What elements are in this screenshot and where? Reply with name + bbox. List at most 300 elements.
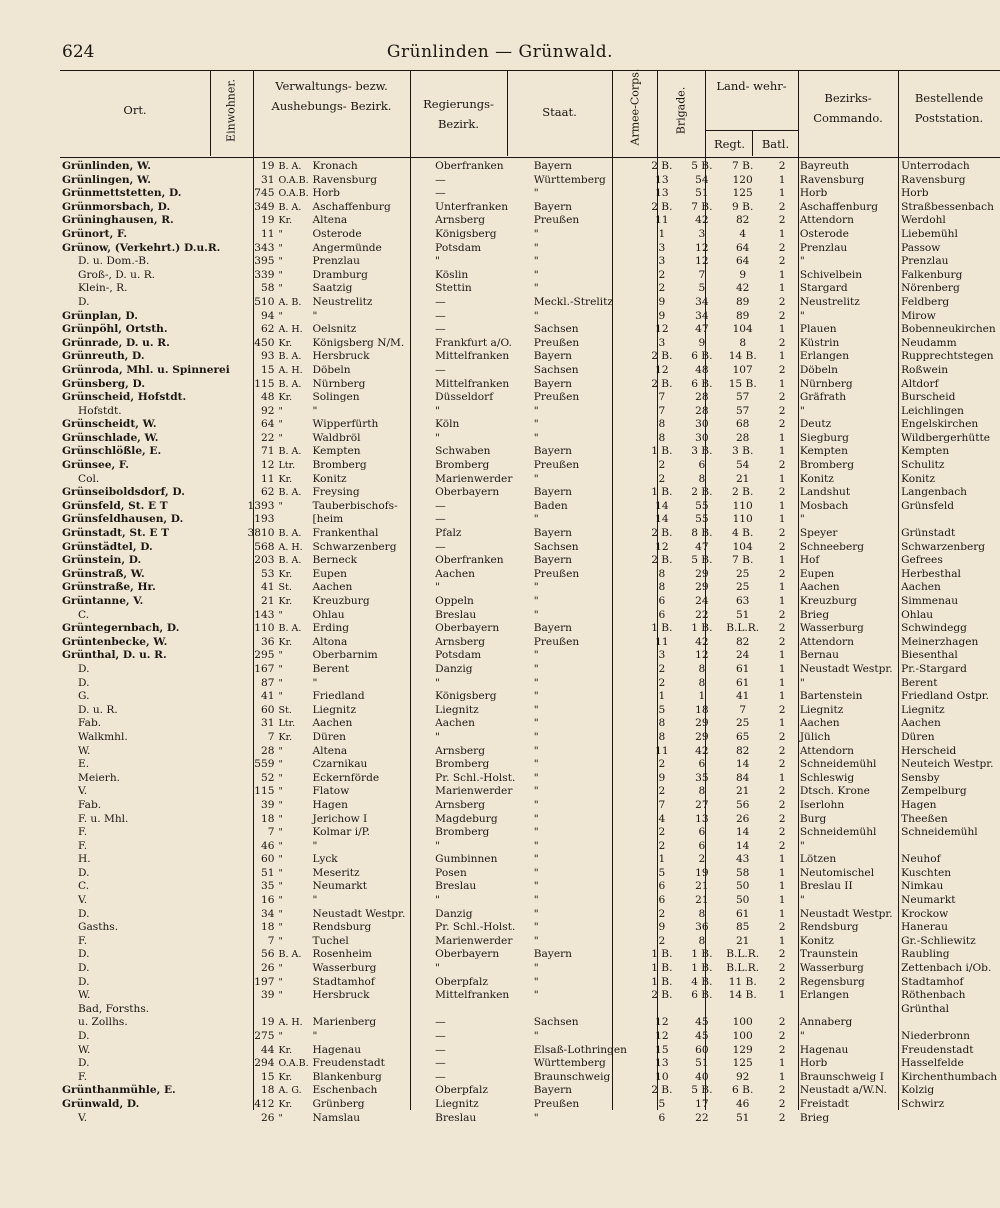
district-command: Horb [799, 1057, 828, 1070]
inhabitants: 39 [261, 798, 275, 811]
army-corps: 2 B. [651, 350, 673, 363]
brigade: 5 B. [691, 554, 713, 567]
district-type: O.A.B. [278, 174, 309, 186]
army-corps: 1 [658, 227, 666, 240]
brigade: 8 [698, 676, 706, 689]
landwehr-battalion: 1 [778, 907, 786, 920]
post-station: Nimkau [901, 880, 944, 893]
table-row [60, 649, 1000, 663]
landwehr-battalion: 1 [778, 934, 786, 947]
inhabitants [232, 1003, 277, 1017]
landwehr-regiment: 120 [732, 173, 753, 186]
district-type: Kr. [278, 596, 293, 607]
post-station: Horb [901, 187, 929, 200]
army-corps: 9 [658, 309, 666, 322]
district-type: " [278, 269, 283, 281]
army-corps: 5 [658, 866, 666, 879]
administrative-district [277, 908, 434, 922]
district-type: " [278, 1031, 283, 1042]
landwehr-battalion: 2 [778, 744, 786, 757]
inhabitants: 294 [254, 1057, 275, 1070]
state: " [533, 241, 539, 254]
administrative-district [277, 1071, 434, 1085]
district-command: Stargard [799, 282, 848, 295]
place-name-text: Grünsberg, D. [62, 377, 146, 390]
state: " [533, 690, 539, 703]
landwehr-regiment: 7 B. [732, 160, 754, 172]
landwehr-battalion: 1 [778, 595, 786, 607]
inhabitants: 39 [261, 989, 275, 1002]
landwehr-regiment: 2 B. [732, 486, 754, 499]
table-row [60, 595, 1000, 609]
place-name-text: F. [78, 1070, 88, 1083]
landwehr-battalion: 2 [778, 295, 786, 308]
place-name [60, 622, 232, 636]
table-row [60, 228, 1000, 242]
district-type: B. A. [278, 351, 302, 363]
district-command [798, 1003, 899, 1017]
government-district: Oberbayern [435, 622, 500, 635]
place-name [60, 595, 232, 609]
district-command: Wasserburg [799, 622, 864, 635]
landwehr-battalion: 2 [778, 255, 786, 268]
place-name-text: H. [78, 853, 91, 866]
district-type: Kr. [278, 568, 293, 580]
table-row [60, 513, 1000, 527]
place-name [60, 785, 232, 799]
post-station: Meinerzhagen [901, 635, 979, 648]
place-name [60, 527, 232, 541]
inhabitants: 203 [254, 554, 275, 567]
district-type: " [278, 663, 283, 675]
inhabitants: 31 [261, 173, 275, 186]
state: " [533, 187, 539, 200]
place-name [60, 1030, 232, 1044]
administrative-district [277, 350, 434, 364]
place-name [60, 174, 232, 188]
place-name-text: D. [78, 907, 90, 920]
administrative-district [277, 228, 434, 242]
inhabitants: 71 [261, 445, 275, 458]
district-command: " [799, 1030, 805, 1042]
place-name [60, 242, 232, 256]
government-district: Oberpfalz [435, 975, 488, 988]
district-command: Schleswig [799, 771, 855, 784]
government-district: " [435, 962, 441, 975]
government-district: Oberbayern [435, 948, 500, 961]
landwehr-battalion: 1 [778, 173, 786, 186]
landwehr-regiment: 24 [735, 649, 750, 662]
landwehr-battalion: 2 [778, 703, 786, 716]
post-station: Straßbessenbach [901, 200, 994, 213]
landwehr-battalion: 1 [778, 894, 786, 907]
inhabitants: 115 [254, 377, 275, 390]
district-command: Neustadt a/W.N. [799, 1084, 887, 1097]
table-row [60, 527, 1000, 541]
district-name: Oelsnitz [312, 323, 357, 336]
administrative-district [277, 609, 434, 623]
district-command: Jülich [799, 730, 831, 743]
army-corps: 13 [655, 1057, 669, 1070]
table-row [60, 1057, 1000, 1071]
inhabitants: 1393 [247, 499, 275, 512]
brigade: 6 [698, 758, 706, 771]
landwehr-regiment: 7 B. [732, 554, 754, 567]
place-name-text: Grünpöhl, Ortsth. [62, 323, 168, 336]
brigade: 42 [695, 744, 709, 757]
administrative-district [277, 976, 434, 990]
government-district: Stettin [435, 282, 472, 295]
inhabitants: 26 [261, 1111, 275, 1124]
place-name [60, 1071, 232, 1085]
place-name-text: Grüntenbecke, W. [62, 635, 168, 648]
district-command: Schneeberg [799, 540, 865, 553]
district-type: A. B. [278, 296, 302, 308]
district-command: Burg [799, 812, 827, 825]
administrative-district [277, 595, 434, 609]
administrative-district [277, 758, 434, 772]
landwehr-battalion: 1 [778, 323, 786, 336]
brigade: 2 [698, 853, 706, 866]
landwehr-regiment: 14 B. [728, 989, 757, 1002]
army-corps: 1 B. [651, 622, 673, 635]
inhabitants: 31 [261, 717, 275, 730]
government-district: " [435, 839, 441, 852]
table-row [60, 1112, 1000, 1126]
administrative-district [277, 663, 434, 677]
place-name-text: F. [78, 826, 88, 839]
state: " [533, 418, 539, 431]
district-command: Bartenstein [799, 690, 863, 703]
inhabitants: 11 [261, 227, 275, 240]
administrative-district [277, 1016, 434, 1030]
place-name-text: D. [78, 866, 90, 879]
state: " [533, 717, 539, 730]
post-station [899, 840, 1000, 854]
brigade: 42 [695, 214, 709, 227]
district-type: B. A. [278, 378, 302, 390]
brigade: 29 [695, 567, 709, 580]
post-station: Biesenthal [901, 649, 958, 662]
inhabitants: 275 [254, 1030, 275, 1042]
district-type: " [278, 827, 283, 839]
inhabitants: 64 [261, 418, 275, 431]
district-name: Hagenau [312, 1043, 362, 1056]
table-row [60, 853, 1000, 867]
district-type: " [278, 283, 283, 295]
header-regierung: Regierungs- Bezirk. [423, 97, 494, 131]
district-type: A. H. [278, 1017, 303, 1029]
inhabitants: 18 [261, 1084, 275, 1097]
landwehr-regiment: 58 [735, 866, 750, 879]
district-command: Traunstein [799, 948, 859, 961]
table-row [60, 1044, 1000, 1058]
army-corps: 12 [655, 540, 669, 553]
administrative-district [277, 513, 434, 527]
inhabitants: 44 [261, 1043, 275, 1056]
district-command: Aachen [799, 717, 840, 730]
place-name-text: Fab. [78, 717, 102, 730]
state: Bayern [533, 1084, 572, 1097]
table-row [60, 976, 1000, 990]
table-row [60, 745, 1000, 759]
table-row [60, 310, 1000, 324]
landwehr-regiment: 4 B. [732, 527, 754, 540]
inhabitants: 510 [254, 295, 275, 308]
state: " [533, 826, 539, 839]
brigade: 2 B. [691, 486, 713, 499]
army-corps: 2 [658, 839, 666, 852]
government-district: — [435, 309, 446, 322]
landwehr-regiment: 61 [735, 907, 750, 920]
district-type: Kr. [278, 473, 293, 485]
post-station: Hagen [901, 798, 937, 811]
district-type: " [278, 922, 283, 934]
district-command: Konitz [799, 934, 834, 947]
place-name [60, 745, 232, 759]
administrative-district [277, 880, 434, 894]
district-name: Kempten [312, 445, 361, 458]
place-name [60, 731, 232, 745]
government-district: Breslau [435, 608, 477, 621]
post-station: Grünthal [901, 1002, 950, 1015]
inhabitants: 295 [254, 649, 275, 662]
running-head: Grünlinden — Grünwald. [386, 42, 614, 62]
post-station: Hanerau [901, 921, 948, 934]
state: " [533, 798, 539, 811]
government-district: Schwaben [435, 445, 491, 458]
post-station: Schwirz [901, 1097, 945, 1110]
inhabitants: 94 [261, 309, 275, 322]
landwehr-regiment: B.L.R. [726, 962, 760, 975]
state: " [533, 812, 539, 825]
brigade: 8 [698, 662, 706, 675]
state: " [533, 962, 539, 975]
place-name-text: D. [78, 676, 90, 689]
table-row [60, 459, 1000, 473]
place-name-text: Grünstein, D. [62, 554, 142, 567]
army-corps: 2 B. [651, 160, 673, 172]
district-type: B. A. [278, 201, 302, 213]
table-row [60, 894, 1000, 908]
place-name [60, 840, 232, 854]
district-type: O.A.B. [278, 188, 309, 200]
landwehr-regiment: 14 [735, 839, 750, 852]
place-name-text: Grünsfeldhausen, D. [62, 513, 184, 526]
district-type: " [278, 745, 283, 757]
district-type: " [278, 895, 283, 907]
brigade: 47 [695, 540, 709, 553]
brigade: 24 [695, 595, 709, 607]
district-type: St. [278, 704, 292, 716]
place-name-text: Walkmhl. [78, 730, 128, 743]
government-district: Posen [435, 866, 467, 879]
state: Preußen [533, 635, 580, 648]
state: " [533, 513, 539, 526]
district-type: Kr. [278, 392, 293, 404]
district-type: " [278, 908, 283, 920]
table-row [60, 255, 1000, 269]
landwehr-battalion: 2 [778, 1016, 786, 1029]
army-corps: 11 [655, 744, 669, 757]
landwehr-regiment: 9 B. [732, 200, 754, 213]
table-row [60, 473, 1000, 487]
inhabitants: 18 [261, 812, 275, 825]
state: Bayern [533, 377, 572, 390]
government-district: — [435, 295, 446, 308]
place-name [60, 880, 232, 894]
administrative-district [277, 568, 434, 582]
administrative-district [277, 989, 434, 1003]
district-name: Prenzlau [312, 255, 360, 268]
post-station: Niederbronn [901, 1030, 970, 1042]
government-district: Königsberg [435, 690, 497, 703]
brigade: 17 [695, 1097, 709, 1110]
district-name: Tuchel [312, 934, 349, 947]
inhabitants: 349 [254, 200, 275, 213]
government-district: Köln [435, 418, 460, 431]
district-name: Liegnitz [312, 703, 357, 716]
landwehr-battalion: 1 [778, 187, 786, 200]
district-command: Neutomischel [799, 866, 875, 879]
place-name [60, 337, 232, 351]
army-corps: 8 [658, 567, 666, 580]
place-name-text: F. [78, 839, 88, 852]
state: Preußen [533, 391, 580, 404]
place-name-text: D. [78, 975, 90, 988]
army-corps: 7 [658, 404, 666, 417]
district-command: Hagenau [799, 1043, 849, 1056]
place-name [60, 541, 232, 555]
state: Bayern [533, 160, 572, 172]
inhabitants: 412 [254, 1097, 275, 1110]
administrative-district [277, 255, 434, 269]
administrative-district [277, 581, 434, 595]
place-name [60, 296, 232, 310]
brigade: 60 [695, 1043, 709, 1056]
landwehr-battalion: 1 [778, 662, 786, 675]
government-district: Danzig [435, 662, 473, 675]
district-name: Nürnberg [312, 377, 366, 390]
district-command: Liegnitz [799, 703, 844, 716]
army-corps: 6 [658, 880, 666, 893]
state: " [533, 1030, 539, 1042]
government-district: — [435, 499, 446, 512]
district-command: Lötzen [799, 853, 837, 866]
administrative-district [277, 636, 434, 650]
district-type: " [278, 786, 283, 798]
army-corps: 6 [658, 595, 666, 607]
place-name-text: Grünmorsbach, D. [62, 200, 171, 213]
government-district: — [435, 323, 446, 336]
place-name-text: Grünseiboldsdorf, D. [62, 486, 185, 499]
state: Sachsen [533, 1016, 579, 1029]
district-name: Erding [312, 622, 350, 635]
post-station: Konitz [901, 472, 936, 485]
table-row [60, 405, 1000, 419]
landwehr-battalion: 2 [778, 404, 786, 417]
landwehr-regiment: 43 [735, 853, 750, 866]
place-name [60, 486, 232, 500]
landwehr-regiment: 129 [732, 1043, 753, 1056]
inhabitants: 92 [261, 404, 275, 417]
district-type: " [278, 840, 283, 852]
district-command: Breslau II [799, 880, 853, 893]
brigade: 34 [695, 295, 709, 308]
place-name [60, 690, 232, 704]
army-corps: 5 [658, 703, 666, 716]
army-corps: 2 B. [651, 554, 673, 567]
landwehr-battalion [766, 1003, 798, 1017]
landwehr-battalion: 2 [778, 363, 786, 376]
administrative-district [277, 527, 434, 541]
place-name-text: Grünstraße, Hr. [62, 581, 156, 594]
state: Sachsen [533, 363, 579, 376]
brigade: 55 [695, 513, 709, 526]
landwehr-battalion: 2 [778, 1111, 786, 1124]
administrative-district [277, 214, 434, 228]
landwehr-battalion: 2 [778, 391, 786, 404]
brigade: 12 [695, 241, 709, 254]
landwehr-battalion: 2 [778, 527, 786, 540]
place-name [60, 813, 232, 827]
table-row [60, 840, 1000, 854]
district-command: " [799, 513, 805, 526]
landwehr-regiment: 57 [735, 404, 750, 417]
state: " [533, 676, 539, 689]
district-name: Oberbarnim [312, 649, 378, 662]
army-corps: 1 B. [651, 975, 673, 988]
landwehr-battalion: 2 [778, 839, 786, 852]
brigade: 8 B. [691, 527, 713, 540]
inhabitants: 197 [254, 975, 275, 988]
district-command: Nürnberg [799, 377, 853, 390]
inhabitants: 7 [267, 826, 275, 839]
landwehr-regiment: 50 [735, 880, 750, 893]
brigade: 28 [695, 404, 709, 417]
place-name [60, 1003, 232, 1017]
district-type: " [278, 867, 283, 879]
district-command: Regensburg [799, 975, 865, 988]
place-name [60, 473, 232, 487]
landwehr-regiment: 64 [735, 241, 750, 254]
table-row [60, 269, 1000, 283]
government-district: Mittelfranken [435, 350, 510, 363]
district-command: Brieg [799, 1111, 830, 1124]
place-name-text: Grünlinden, W. [62, 160, 151, 172]
administrative-district [277, 799, 434, 813]
table-row [60, 296, 1000, 310]
place-name-text: Grünthal, D. u. R. [62, 649, 167, 662]
post-station: Liegnitz [901, 703, 945, 716]
government-district: Köslin [435, 268, 469, 281]
state: Sachsen [533, 323, 579, 336]
district-command: Bernau [799, 649, 839, 662]
inhabitants: 7 [267, 934, 275, 947]
administrative-district [277, 962, 434, 976]
landwehr-battalion: 2 [778, 730, 786, 743]
place-name-text: Grünscheid, Hofstdt. [62, 391, 187, 404]
district-command: Annaberg [799, 1016, 853, 1029]
brigade: 3 [698, 227, 706, 240]
place-name [60, 214, 232, 228]
place-name-text: Klein-, R. [78, 282, 128, 295]
post-station: Engelskirchen [901, 418, 979, 431]
brigade: 45 [695, 1030, 709, 1042]
district-name: Kreuzburg [312, 595, 370, 607]
table-row [60, 609, 1000, 623]
landwehr-regiment: 82 [735, 214, 750, 227]
